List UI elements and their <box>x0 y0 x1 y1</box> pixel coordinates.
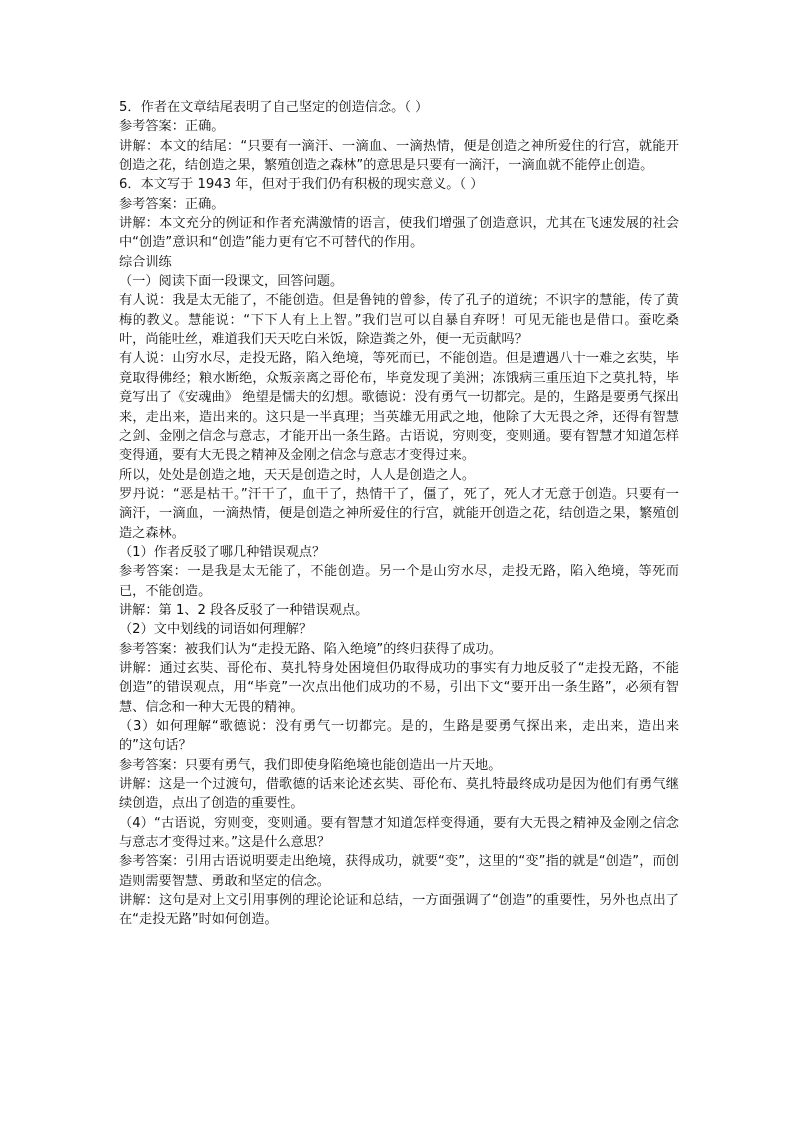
explanation-6: 讲解：本文充分的例证和作者充满激情的语言，使我们增强了创造意识，尤其在飞速发展的社会中“创造”意识和“创造”能力更有它不可替代的作用。 <box>119 216 679 251</box>
passage-paragraph-4: 罗丹说：“恶是枯干。”汗干了，血干了，热情干了，僵了，死了，死人才无意于创造。只要有一滴汗，一滴血，一滴热情，便是创造之神所爱住的行宫，就能开创造之花，结创造之果，繁殖创造之森林。 <box>119 486 679 541</box>
sub-question-4: （4）“古语说，穷则变，变则通。要有智慧才知道怎样变得通，要有大无畏之精神及金刚之信念与意志才变得过来。”这是什么意思？ <box>119 815 679 851</box>
answer-5: 参考答案：正确。 <box>119 119 225 135</box>
reading-instruction: （一）阅读下面一段课文，回答问题。 <box>119 274 344 290</box>
question-5: 5．作者在文章结尾表明了自己坚定的创造信念。（ ） <box>119 100 429 115</box>
sub-answer-2: 参考答案：被我们认为“走投无路、陷入绝境”的终归获得了成功。 <box>119 641 502 657</box>
sub-answer-4: 参考答案：引用古语说明要走出绝境，获得成功，就要“变”，这里的“变”指的就是“创造”，而创造则需要智慧、勇敢和坚定的信念。 <box>119 854 679 889</box>
sub-answer-3: 参考答案：只要有勇气，我们即使身陷绝境也能创造出一片天地。 <box>119 757 502 773</box>
sub-explanation-4: 讲解：这句是对上文引用事例的理论论证和总结，一方面强调了“创造”的重要性，另外也点出了在“走投无路”时如何创造。 <box>119 893 679 928</box>
sub-explanation-2: 讲解：通过玄奘、哥伦布、莫扎特身处困境但仍取得成功的事实有力地反驳了“走投无路，不能创造”的错误观点，用“毕竟”一次点出他们成功的不易，引出下文“要开出一条生路”，必须有智慧、信念和一种大无畏的精神。 <box>119 660 679 715</box>
passage-paragraph-1: 有人说：我是太无能了，不能创造。但是鲁钝的曾参，传了孔子的道统；不识字的慧能，传了黄梅的教义。慧能说：“下下人有上上智。”我们岂可以自暴自弃呀！可见无能也是借口。蚕吃桑叶，尚能吐丝，难道我们天天吃白米饭，除造粪之外，便一无贡献吗？ <box>119 293 679 348</box>
section-heading: 综合训练 <box>119 254 172 270</box>
sub-question-3: （3）如何理解“歌德说：没有勇气一切都完。是的，生路是要勇气探出来，走出来，造出来的”这句话？ <box>119 719 679 754</box>
passage-paragraph-2: 有人说：山穷水尽，走投无路，陷入绝境，等死而已，不能创造。但是遭遇八十一难之玄奘，毕竟取得佛经；粮水断绝，众叛亲离之哥伦布，毕竟发现了美洲；冻饿病三重压迫下之莫扎特，毕竟写出了《安魂曲》 绝望是懦夫的幻想。歌德说：没有勇气一切都完。是的，生路是要勇气探出来，走出来，造出来的。这只是一半真理；当英雄无用武之地，他除了大无畏之斧，还得有智慧之剑、金刚之信念与意志，才能开出一条生路。古语说，穷则变，变则通。要有智慧才知道怎样变得通，要有大无畏之精神及金刚之信念与意志才变得过来。 <box>119 351 679 464</box>
sub-question-1: （1）作者反驳了哪几种错误观点？ <box>119 544 326 560</box>
sub-explanation-1: 讲解：第 1、2 段各反驳了一种错误观点。 <box>119 602 369 618</box>
sub-answer-1: 参考答案：一是我是太无能了，不能创造。另一个是山穷水尽，走投无路，陷入绝境，等死而已，不能创造。 <box>119 564 679 599</box>
answer-6: 参考答案：正确。 <box>119 196 225 212</box>
explanation-5: 讲解：本文的结尾：“只要有一滴汗、一滴血、一滴热情，便是创造之神所爱住的行宫，就能开创造之花，结创造之果，繁殖创造之森林”的意思是只要有一滴汗，一滴血就不能停止创造。 <box>119 138 679 174</box>
document-page <box>119 98 679 930</box>
sub-explanation-3: 讲解：这是一个过渡句，借歌德的话来论述玄奘、哥伦布、莫扎特最终成功是因为他们有勇气继续创造，点出了创造的重要性。 <box>119 777 679 812</box>
passage-paragraph-3: 所以，处处是创造之地，天天是创造之时，人人是创造之人。 <box>119 467 476 483</box>
sub-question-2: （2）文中划线的词语如何理解？ <box>119 622 313 638</box>
question-6: 6．本文写于 1943 年，但对于我们仍有积极的现实意义。（ ） <box>119 177 484 193</box>
